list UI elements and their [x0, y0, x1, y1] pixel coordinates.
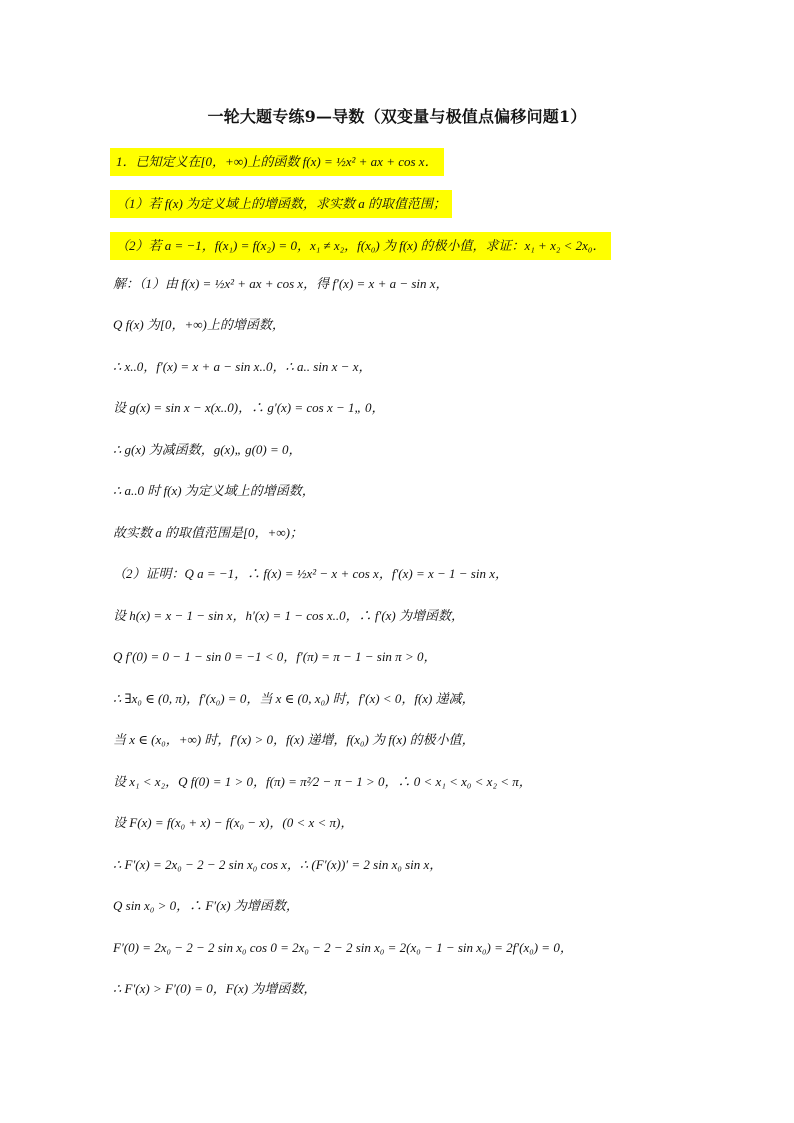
problem-part-2: （2）若 a = −1，f(x₁) = f(x₂) = 0，x₁ ≠ x₂，f(x₀) 为 f(x) 的极小值，求证：x₁ + x₂ < 2x₀．	[110, 232, 611, 260]
solution-line: F′(0) = 2x₀ − 2 − 2 sin x₀ cos 0 = 2x₀ − 2 − 2 sin x₀ = 2(x₀ − 1 − sin x₀) = 2f′(x₀) = 0，	[113, 940, 573, 955]
solution-line: 设 h(x) = x − 1 − sin x，h′(x) = 1 − cos x..0，∴ f′(x) 为增函数，	[113, 608, 465, 623]
page-title: 一轮大题专练9—导数（双变量与极值点偏移问题1）	[207, 107, 587, 126]
solution-line: ∴ F′(x) > F′(0) = 0，F(x) 为增函数，	[113, 981, 317, 996]
solution-line: Q sin x₀ > 0，∴ F′(x) 为增函数，	[113, 898, 299, 913]
solution-line: （2）证明：Q a = −1，∴ f(x) = ½x² − x + cos x，f′(x) = x − 1 − sin x，	[113, 566, 508, 581]
solution-line: Q f′(0) = 0 − 1 − sin 0 = −1 < 0，f′(π) = π − 1 − sin π > 0，	[113, 649, 437, 664]
solution-line: ∴ g(x) 为减函数，g(x)„ g(0) = 0，	[113, 442, 302, 457]
solution-line: 当 x ∈ (x₀，+∞) 时，f′(x) > 0，f(x) 递增，f(x₀) 为 f(x) 的极小值，	[113, 732, 475, 747]
solution-line: ∴ F′(x) = 2x₀ − 2 − 2 sin x₀ cos x，∴ (F′(x))′ = 2 sin x₀ sin x，	[113, 857, 443, 872]
problem-stem: 1．已知定义在[0，+∞)上的函数 f(x) = ½x² + ax + cos x．	[110, 148, 444, 176]
problem-part-1: （1）若 f(x) 为定义域上的增函数，求实数 a 的取值范围；	[110, 190, 452, 218]
solution-line: 设 x₁ < x₂，Q f(0) = 1 > 0，f(π) = π²⁄2 − π − 1 > 0，∴ 0 < x₁ < x₀ < x₂ < π，	[113, 774, 532, 789]
solution-line: 设 F(x) = f(x₀ + x) − f(x₀ − x)，(0 < x < π)，	[113, 815, 354, 830]
solution-line: 解：（1）由 f(x) = ½x² + ax + cos x，得 f′(x) = x + a − sin x，	[113, 276, 449, 291]
solution-line: ∴ a..0 时 f(x) 为定义域上的增函数，	[113, 483, 315, 498]
solution-line: ∴ ∃x₀ ∈ (0, π)，f′(x₀) = 0，当 x ∈ (0, x₀) 时，f′(x) < 0，f(x) 递减，	[113, 691, 475, 706]
solution-line: 故实数 a 的取值范围是[0，+∞)；	[113, 525, 303, 540]
solution-line: 设 g(x) = sin x − x(x..0)，∴ g′(x) = cos x − 1„ 0，	[113, 400, 385, 415]
solution-line: ∴ x..0，f′(x) = x + a − sin x..0，∴ a.. sin x − x，	[113, 359, 372, 374]
solution-line: Q f(x) 为[0，+∞)上的增函数，	[113, 317, 285, 332]
